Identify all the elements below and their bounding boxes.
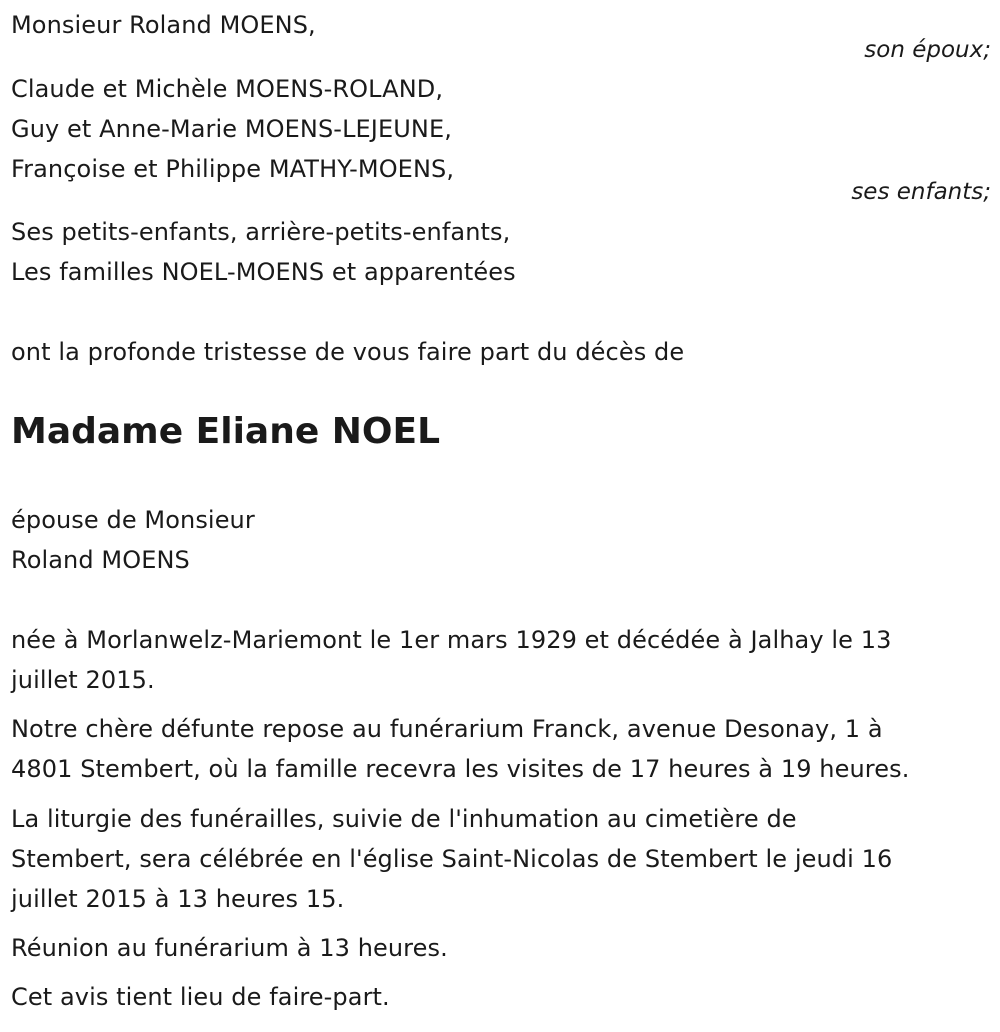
liturgy-line-2: Stembert, sera célébrée en l'église Saint-Nicolas de Stembert le jeudi 16 <box>11 845 893 873</box>
birth-death-line-2: juillet 2015. <box>11 666 155 694</box>
child-line-3: Françoise et Philippe MATHY-MOENS, <box>11 155 455 183</box>
spouse-of-line-2: Roland MOENS <box>11 546 190 574</box>
intro-line: ont la profonde tristesse de vous faire part du décès de <box>11 338 685 366</box>
spouse-role: son époux; <box>864 37 991 63</box>
children-role: ses enfants; <box>851 179 991 205</box>
birth-death-line-1: née à Morlanwelz-Mariemont le 1er mars 1929 et décédée à Jalhay le 13 <box>11 626 892 654</box>
families-line: Les familles NOEL-MOENS et apparentées <box>11 258 516 286</box>
deceased-name: Madame Eliane NOEL <box>11 411 441 452</box>
liturgy-line-1: La liturgie des funérailles, suivie de l'inhumation au cimetière de <box>11 805 797 833</box>
spouse-of-line-1: épouse de Monsieur <box>11 506 255 534</box>
rest-place-line-1: Notre chère défunte repose au funérarium Franck, avenue Desonay, 1 à <box>11 715 883 743</box>
meeting-line: Réunion au funérarium à 13 heures. <box>11 934 448 962</box>
grandchildren-line: Ses petits-enfants, arrière-petits-enfants, <box>11 218 511 246</box>
liturgy-line-3: juillet 2015 à 13 heures 15. <box>11 885 345 913</box>
notice-line: Cet avis tient lieu de faire-part. <box>11 983 390 1011</box>
child-line-2: Guy et Anne-Marie MOENS-LEJEUNE, <box>11 115 452 143</box>
child-line-1: Claude et Michèle MOENS-ROLAND, <box>11 75 444 103</box>
spouse-line: Monsieur Roland MOENS, <box>11 11 316 39</box>
rest-place-line-2: 4801 Stembert, où la famille recevra les visites de 17 heures à 19 heures. <box>11 755 910 783</box>
